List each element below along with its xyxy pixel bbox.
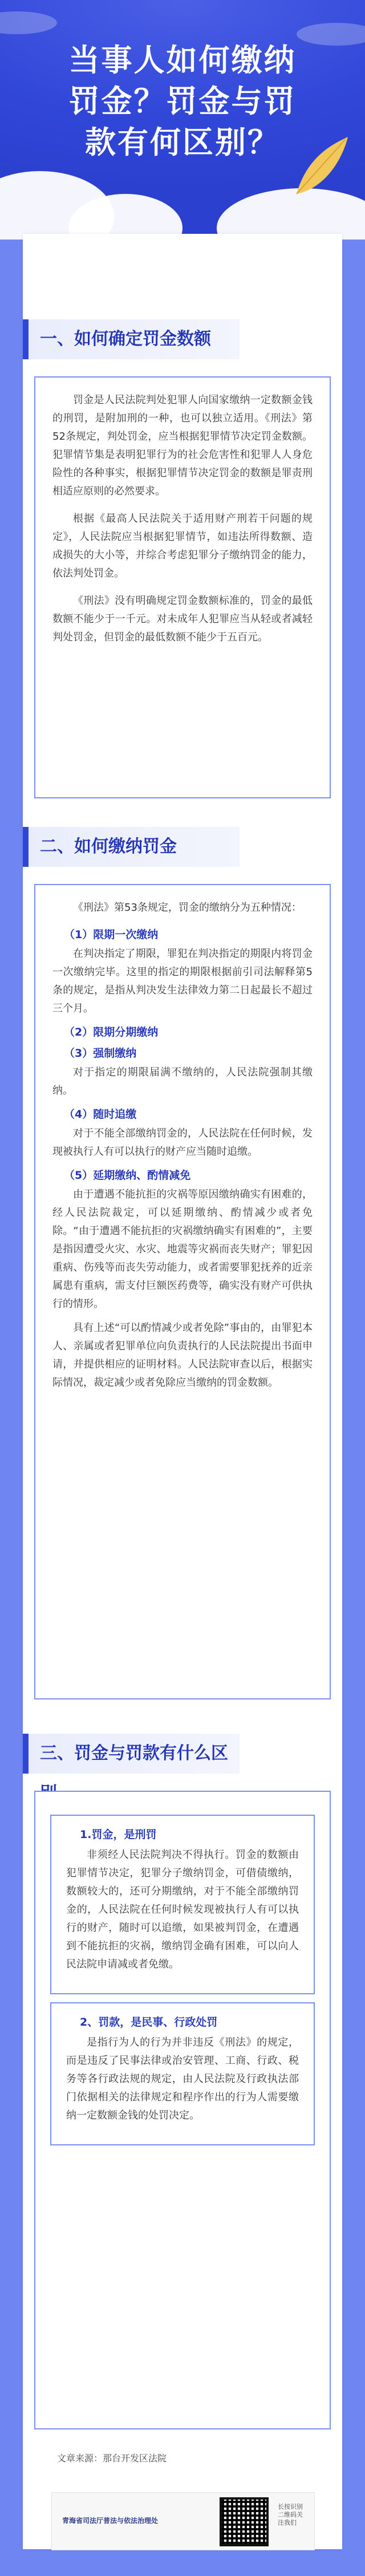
section-header: 三、罚金与罚款有什么区: [23, 1734, 240, 1774]
paragraph: 具有上述“可以酌情减少或者免除”事由的，由罪犯本人、亲属或者犯罪单位向负责执行的人民法院提出书面申请，并提供相应的证明材料。人民法院审查以后，根据实际情况，裁定减少或者免除应当缴纳的罚金数额。: [52, 1322, 313, 1389]
footer-banner: [51, 2492, 315, 2550]
hero-title-line: 款有何区别？: [85, 124, 280, 160]
paragraph: 根据《最高人民法院关于适用财产刑若干问题的规定》，人民法院应当根据犯罪情节，如违法所得数额、造成损失的大小等，并综合考虑犯罪分子缴纳罚金的能力，依法判处罚金。: [52, 513, 313, 579]
banner-tag: 青海省司法厅普法与依法治理处: [62, 2517, 159, 2525]
section-header: 一、如何确定罚金数额: [23, 319, 240, 359]
subcard-heading: 2、罚款，是民事、行政处罚: [80, 2016, 218, 2029]
qr-code-icon[interactable]: [220, 2497, 269, 2546]
section-1-card: [34, 376, 331, 798]
subcard-heading: 1.罚金，是刑罚: [80, 1828, 157, 1841]
hero-title-line: 罚金？罚金与罚: [68, 83, 297, 119]
hero-title-line: 当事人如何缴纳: [68, 42, 297, 78]
hero-title: [0, 40, 365, 163]
paragraph: 非须经人民法院判决不得执行。罚金的数额由犯罪情节决定，犯罪分子缴纳罚金，可借债缴纳，数额较大的，还可分期缴纳，对于不能全部缴纳罚金的，人民法院在任何时候发现被执行人有可以执行的财产，随时可以追缴，如果被判罚金，在遭遇到不能抗拒的灾祸，缴纳罚金确有困难，可以向人民法院申请减或者免缴。: [66, 1849, 299, 1970]
section-2-card: [34, 884, 331, 1699]
qr-label: 长按识别二维码关注我们: [278, 2503, 303, 2526]
section-3-card: [34, 1791, 331, 2429]
paragraph: 是指行为人的行为并非违反《刑法》的规定，而是违反了民事法律或治安管理、工商、行政、税务等各行政法规的规定，由人民法院及行政执法部门依据相关的法律规定和程序作出的行为人需要缴纳一定数额金钱的处罚决定。: [66, 2037, 299, 2121]
item-body: 由于遭遇不能抗拒的灾祸等原因缴纳确实有困难的，经人民法院裁定，可以延期缴纳、酌情减少或者免除。“由于遭遇不能抗拒的灾祸缴纳确实有困难的”，主要是指因遭受火灾、水灾、地震等灾祸而丧失财产；罪犯因重病、伤残等而丧失劳动能力，或者需要罪犯抚养的近亲属患有重病，需支付巨额医药费等，确实没有财产可供执行的情形。: [52, 1188, 313, 1310]
item-heading: （2）限期分期缴纳: [64, 1026, 159, 1038]
item-heading: （1）限期一次缴纳: [64, 928, 159, 941]
item-heading: （4）随时追缴: [64, 1108, 137, 1121]
item-heading: （5）延期缴纳、酌情减免: [64, 1169, 191, 1182]
subcard-penalty: [50, 2002, 315, 2145]
item-heading: （3）强制缴纳: [64, 1047, 137, 1060]
paragraph: 罚金是人民法院判处犯罪人向国家缴纳一定数额金钱的刑罚，是附加刑的一种，也可以独立适用。《刑法》第52条规定，判处罚金，应当根据犯罪情节决定罚金数额。犯罪情节集是表明犯罪行为的社会危害性和犯罪人人身危险性的各种事实，根据犯罪情节决定罚金的数额是罪责刑相适应原则的必然要求。: [52, 394, 313, 497]
item-body: 对于指定的期限届满不缴纳的，人民法院强制其缴纳。: [52, 1066, 313, 1097]
item-body: 对于不能全部缴纳罚金的，人民法院在任何时候，发现被执行人有可以执行的财产应当随时追缴。: [52, 1127, 313, 1158]
cloud-decoration: [0, 11, 57, 34]
paragraph: 《刑法》没有明确规定罚金数额标准的，罚金的最低数额不能少于一千元。对未成年人犯罪应当从轻或者减轻判处罚金，但罚金的最低数额不能少于五百元。: [52, 595, 313, 643]
item-body: 在判决指定了期限，罪犯在判决指定的期限内将罚金一次缴纳完毕。这里的指定的期限根据前引司法解释第5条的规定，是指从判决发生法律效力第二日起最长不超过三个月。: [52, 948, 313, 1015]
paragraph: 《刑法》第53条规定，罚金的缴纳分为五种情况：: [73, 902, 302, 914]
hero-banner: [0, 0, 365, 240]
section-header: 二、如何缴纳罚金: [23, 827, 240, 867]
subcard-fine: [50, 1815, 315, 1994]
article-source: 文章来源：那台开发区法院: [57, 2453, 167, 2464]
